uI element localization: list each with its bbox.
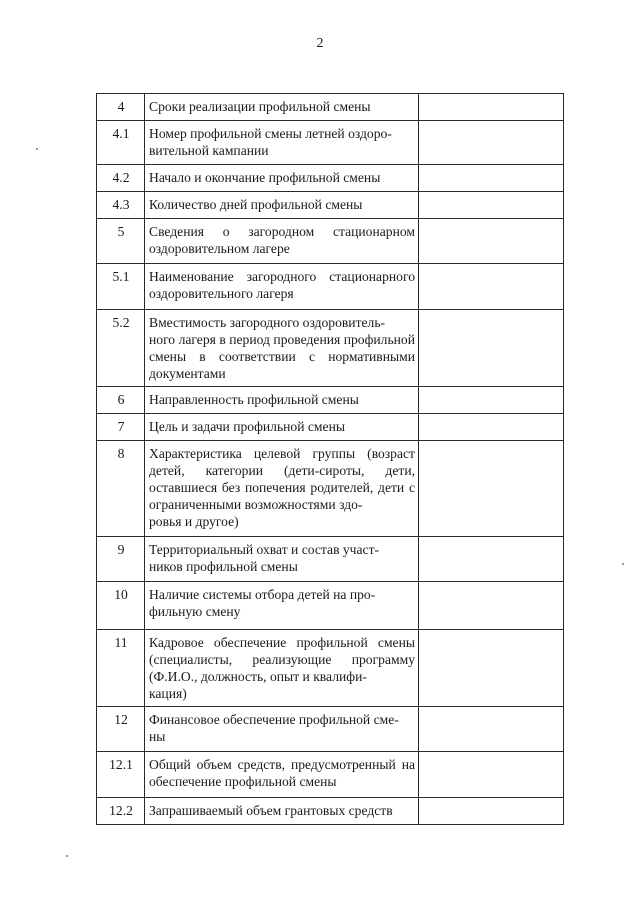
table-row [97, 414, 564, 441]
row-label-cell: Общий объем средств, предусмотренный на обеспечение профильной смены [145, 752, 419, 798]
row-value-cell [419, 414, 564, 441]
row-value-cell [419, 121, 564, 165]
row-label-cell: Наименование загородного стационарного оздоровительного лагеря [145, 264, 419, 310]
row-number-cell: 5 [97, 219, 145, 264]
row-label-cell: Наличие системы отбора детей на про- фильную смену [145, 582, 419, 630]
table-row [97, 707, 564, 752]
row-number-cell: 4.3 [97, 192, 145, 219]
row-value-cell [419, 264, 564, 310]
table-row [97, 798, 564, 825]
row-number-cell: 6 [97, 387, 145, 414]
row-number-cell: 9 [97, 537, 145, 582]
table-row [97, 264, 564, 310]
row-value-cell [419, 165, 564, 192]
row-label-cell: Финансовое обеспечение профильной сме- ны [145, 707, 419, 752]
row-value-cell [419, 537, 564, 582]
row-label-cell: Территориальный охват и состав участ- ников профильной смены [145, 537, 419, 582]
row-label-cell: Сроки реализации профильной смены [145, 94, 419, 121]
row-label-cell: Сведения о загородном стационарном оздоровительном лагере [145, 219, 419, 264]
table-row [97, 537, 564, 582]
table-row [97, 752, 564, 798]
table-row [97, 310, 564, 387]
row-number-cell: 4.2 [97, 165, 145, 192]
row-label-cell: Вместимость загородного оздоровитель- ного лагеря в период проведения профильной смены в соответствии с нормативными документами [145, 310, 419, 387]
row-value-cell [419, 387, 564, 414]
row-label-cell: Цель и задачи профильной смены [145, 414, 419, 441]
row-value-cell [419, 582, 564, 630]
row-number-cell: 5.2 [97, 310, 145, 387]
program-info-table [96, 93, 564, 825]
table-row [97, 192, 564, 219]
row-number-cell: 11 [97, 630, 145, 707]
row-number-cell: 8 [97, 441, 145, 537]
row-number-cell: 4.1 [97, 121, 145, 165]
row-number-cell: 12.1 [97, 752, 145, 798]
row-label-cell: Начало и окончание профильной смены [145, 165, 419, 192]
row-number-cell: 5.1 [97, 264, 145, 310]
row-label-cell: Направленность профильной смены [145, 387, 419, 414]
row-value-cell [419, 219, 564, 264]
table-row [97, 387, 564, 414]
row-label-cell: Количество дней профильной смены [145, 192, 419, 219]
row-value-cell [419, 752, 564, 798]
row-label-cell: Номер профильной смены летней оздоро- вительной кампании [145, 121, 419, 165]
scan-speck [622, 563, 624, 565]
row-value-cell [419, 192, 564, 219]
row-value-cell [419, 310, 564, 387]
row-value-cell [419, 441, 564, 537]
table-row [97, 582, 564, 630]
row-number-cell: 12.2 [97, 798, 145, 825]
row-value-cell [419, 94, 564, 121]
row-label-cell: Кадровое обеспечение профильной смены (специалисты, реализующие программу (Ф.И.О., должность, опыт и квалифи- кация) [145, 630, 419, 707]
table-body [97, 94, 564, 825]
table-row [97, 121, 564, 165]
row-number-cell: 4 [97, 94, 145, 121]
table-row [97, 441, 564, 537]
row-value-cell [419, 707, 564, 752]
table-row [97, 219, 564, 264]
row-value-cell [419, 798, 564, 825]
table-row [97, 630, 564, 707]
row-number-cell: 7 [97, 414, 145, 441]
scan-speck [66, 855, 68, 857]
row-label-cell: Характеристика целевой группы (возраст детей, категории (дети-сироты, дети, оставшиеся без попечения родителей, дети с ограниченными возможностями здо- ровья и другое) [145, 441, 419, 537]
scan-speck [36, 148, 38, 150]
row-number-cell: 12 [97, 707, 145, 752]
page-number: 2 [316, 36, 324, 51]
table-row [97, 94, 564, 121]
row-label-cell: Запрашиваемый объем грантовых средств [145, 798, 419, 825]
row-value-cell [419, 630, 564, 707]
row-number-cell: 10 [97, 582, 145, 630]
table-row [97, 165, 564, 192]
